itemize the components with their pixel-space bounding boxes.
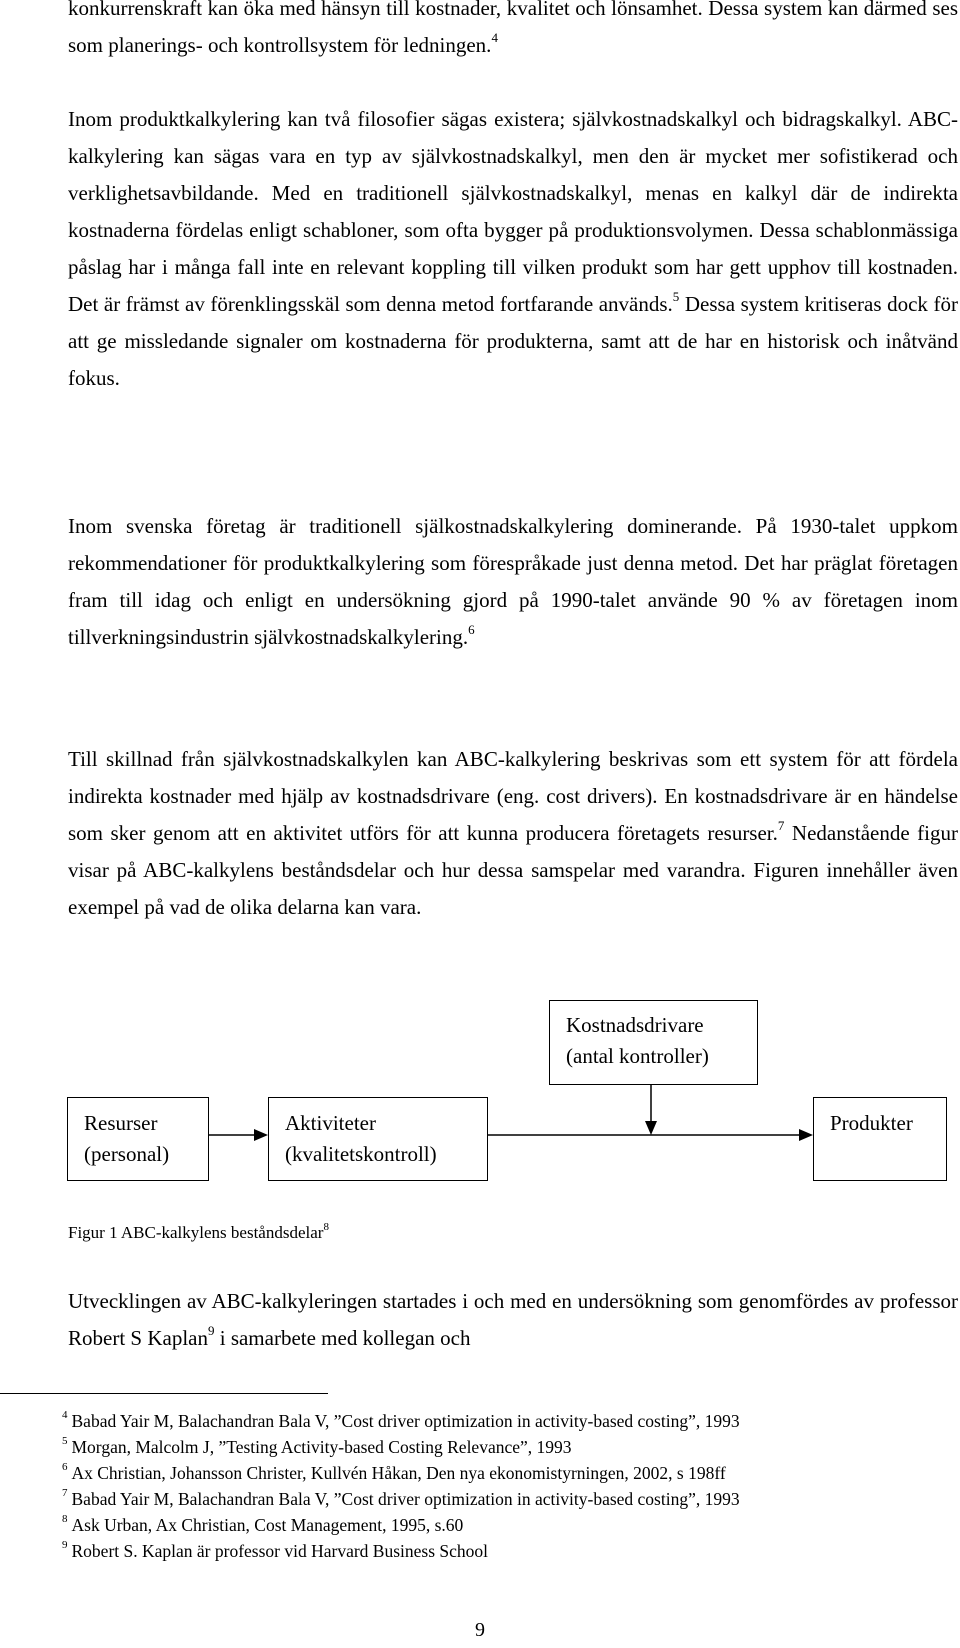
footnote-text: Robert S. Kaplan är professor vid Harvard Business School	[71, 1541, 489, 1561]
arrowhead	[799, 1129, 813, 1141]
paragraph-text: Inom produktkalkylering kan två filosofier sägas existera; självkostnadskalkyl och bidragskalkyl. ABC-kalkylering kan sägas vara en typ av självkostnadskalkyl, men den är mycket mer sofistikerad och verklighetsavbildande. Med en traditionell självkostnadskalkyl, menas en kalkyl där de indirekta kostnaderna fördelas enligt schabloner, som ofta bygger på produktionsvolymen. Dessa schablonmässiga påslag har i många fall inte en relevant koppling till vilken produkt som har gett upphov till kostnaden. Det är främst av förenklingsskäl som denna metod fortfarande används.	[68, 107, 958, 316]
footnote-number: 9	[62, 1539, 68, 1552]
footnote-ref: 9	[207, 1323, 215, 1338]
footnote-text: Babad Yair M, Balachandran Bala V, ”Cost driver optimization in activity-based costing”, 1993	[71, 1489, 740, 1509]
box-line: Resurser	[84, 1111, 158, 1135]
footnote-4	[62, 1408, 740, 1434]
paragraph-text: konkurrenskraft kan öka med hänsyn till kostnader, kvalitet och lönsamhet. Dessa system kan därmed ses som planerings- och kontrollsystem för ledningen.	[68, 0, 958, 57]
footnote-ref: 8	[323, 1221, 329, 1234]
box-line: (personal)	[84, 1142, 170, 1166]
footnote-divider	[0, 1393, 328, 1394]
paragraph-text: Utvecklingen av ABC-kalkyleringen startades i och med en undersökning som genomfördes av professor Robert S Kaplan	[68, 1289, 958, 1350]
footnote-ref: 6	[468, 622, 475, 637]
arrowhead	[645, 1121, 657, 1135]
footnote-text: Ask Urban, Ax Christian, Cost Management, 1995, s.60	[71, 1515, 464, 1535]
box-line: (antal kontroller)	[566, 1044, 709, 1068]
footnote-ref: 4	[491, 30, 498, 45]
footnote-number: 8	[62, 1513, 68, 1526]
page-number: 9	[475, 1619, 485, 1641]
footnote-number: 5	[62, 1435, 68, 1448]
footnotes	[62, 1408, 740, 1564]
box-line: Aktiviteter	[285, 1111, 376, 1135]
paragraph-5	[68, 1283, 958, 1357]
paragraph-text: i samarbete med kollegan och	[219, 1326, 471, 1350]
caption-text: Figur 1 ABC-kalkylens beståndsdelar	[68, 1223, 324, 1242]
footnote-text: Ax Christian, Johansson Christer, Kullvén Håkan, Den nya ekonomistyrningen, 2002, s 198ff	[71, 1463, 726, 1483]
box-line: (kvalitetskontroll)	[285, 1142, 437, 1166]
footnote-7	[62, 1486, 740, 1512]
box-line: Kostnadsdrivare	[566, 1013, 704, 1037]
footnote-ref: 5	[672, 289, 680, 304]
paragraph-text: Nedanstående figur visar på ABC-kalkylens beståndsdelar och hur dessa samspelar med varandra. Figuren innehåller även exempel på vad de olika delarna kan vara.	[68, 821, 959, 919]
paragraph-text: Inom svenska företag är traditionell själkostnadskalkylering dominerande. På 1930-talet uppkom rekommendationer för produktkalkylering som förespråkade just denna metod. Det har präglat företagen fram till idag och enligt en undersökning gjord på 1990-talet använde 90 % av företagen inom tillverkningsindustrin självkostnadskalkylering.	[68, 514, 958, 649]
footnote-number: 4	[62, 1409, 68, 1422]
footnote-text: Babad Yair M, Balachandran Bala V, ”Cost driver optimization in activity-based costing”, 1993	[71, 1411, 740, 1431]
footnote-9	[62, 1538, 740, 1564]
box-line: Produkter	[830, 1111, 913, 1135]
paragraph-text: Dessa system kritiseras dock för att ge missledande signaler om kostnaderna för produkterna, samt att de har en historisk och inåtvänd fokus.	[68, 292, 958, 390]
footnote-ref: 7	[777, 818, 785, 833]
footnote-number: 7	[62, 1487, 68, 1500]
arrowhead	[254, 1129, 268, 1141]
footnote-text: Morgan, Malcolm J, ”Testing Activity-based Costing Relevance”, 1993	[71, 1437, 572, 1457]
footnote-number: 6	[62, 1461, 68, 1474]
footnote-8	[62, 1512, 740, 1538]
figure-caption	[68, 1222, 329, 1244]
footnote-5	[62, 1434, 740, 1460]
paragraph-text: Till skillnad från självkostnadskalkylen kan ABC-kalkylering beskrivas som ett system för att fördela indirekta kostnader med hjälp av kostnadsdrivare (eng. cost drivers). En kostnadsdrivare är en händelse som sker genom att en aktivitet utförs för att kunna producera företagets resurser.	[68, 747, 958, 845]
footnote-6	[62, 1460, 740, 1486]
